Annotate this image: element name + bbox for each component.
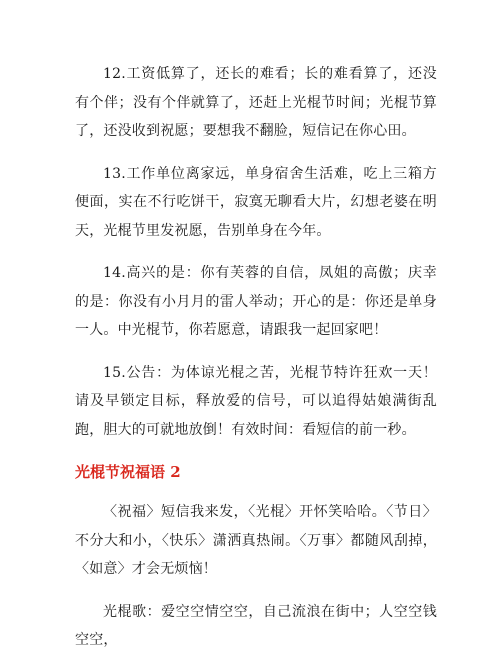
section-heading: 光棍节祝福语 2 xyxy=(75,463,181,481)
paragraph-14: 14.高兴的是：你有芙蓉的自信，凤姐的高傲；庆幸的是：你没有小月月的雷人举动；开心的是：你还是单身一人。中光棍节，你若愿意，请跟我一起回家吧！ xyxy=(75,265,437,338)
paragraph-12: 12.工资低算了，还长的难看；长的难看算了，还没有个伴；没有个伴就算了，还赶上光棍节时间；光棍节算了，还没收到祝愿；要想我不翻脸，短信记在你心田。 xyxy=(75,66,437,139)
paragraph-13: 13.工作单位离家远，单身宿舍生活难，吃上三箱方便面，实在不行吃饼干，寂寞无聊看大片，幻想老婆在明天，光棍节里发祝愿，告别单身在今年。 xyxy=(75,165,437,239)
paragraph-blessing: 〈祝福〉短信我来发，〈光棍〉开怀笑哈哈。〈节日〉不分大和小，〈快乐〉潇洒真热闹。〈万事〉都随风刮掉，〈如意〉才会无烦恼！ xyxy=(75,504,437,577)
paragraph-song: 光棍歌：爱空空情空空，自己流浪在街中；人空空钱空空， xyxy=(75,603,437,648)
paragraph-15: 15.公告：为体谅光棍之苦，光棍节特许狂欢一天！请及早锁定目标，释放爱的信号，可以追得姑娘满街乱跑，胆大的可就地放倒！有效时间：看短信的前一秒。 xyxy=(75,364,437,438)
document-body xyxy=(75,60,437,669)
